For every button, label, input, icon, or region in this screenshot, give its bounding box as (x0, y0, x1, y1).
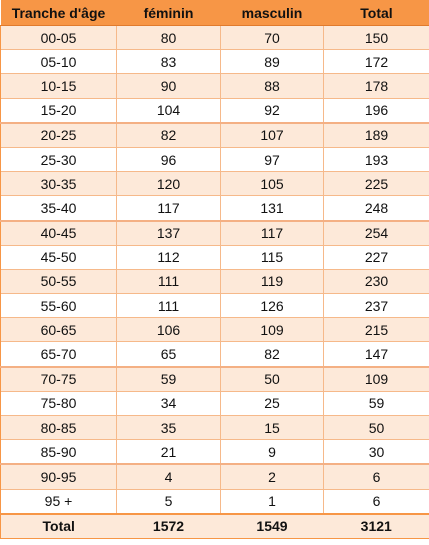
cell-total: 196 (324, 98, 429, 123)
cell-male: 92 (221, 98, 324, 123)
cell-female: 90 (117, 74, 221, 98)
cell-age-range: 95 + (1, 489, 117, 514)
table-body (1, 26, 429, 514)
cell-age-range: 40-45 (1, 221, 117, 246)
cell-total: 237 (324, 294, 429, 318)
total-label: Total (1, 514, 117, 539)
table-row (1, 221, 429, 246)
cell-male: 70 (221, 26, 324, 50)
cell-female: 5 (117, 489, 221, 514)
cell-age-range: 25-30 (1, 147, 117, 171)
cell-age-range: 20-25 (1, 123, 117, 148)
cell-female: 83 (117, 50, 221, 74)
cell-female: 117 (117, 196, 221, 221)
cell-age-range: 00-05 (1, 26, 117, 50)
cell-female: 111 (117, 294, 221, 318)
cell-total: 230 (324, 269, 429, 293)
cell-female: 106 (117, 318, 221, 342)
table-row (1, 269, 429, 293)
cell-age-range: 85-90 (1, 440, 117, 465)
cell-total: 178 (324, 74, 429, 98)
cell-age-range: 05-10 (1, 50, 117, 74)
cell-male: 88 (221, 74, 324, 98)
cell-total: 225 (324, 172, 429, 196)
total-all: 3121 (324, 514, 429, 539)
table-row (1, 342, 429, 367)
table-row (1, 196, 429, 221)
cell-female: 35 (117, 416, 221, 440)
cell-age-range: 45-50 (1, 245, 117, 269)
cell-female: 80 (117, 26, 221, 50)
header-female: féminin (117, 0, 221, 26)
table-row (1, 245, 429, 269)
cell-male: 9 (221, 440, 324, 465)
cell-male: 126 (221, 294, 324, 318)
header-male: masculin (221, 0, 324, 26)
cell-male: 82 (221, 342, 324, 367)
cell-total: 215 (324, 318, 429, 342)
cell-male: 119 (221, 269, 324, 293)
cell-total: 150 (324, 26, 429, 50)
cell-female: 96 (117, 147, 221, 171)
table-row (1, 172, 429, 196)
cell-male: 2 (221, 464, 324, 489)
cell-male: 117 (221, 221, 324, 246)
cell-female: 34 (117, 391, 221, 415)
cell-male: 115 (221, 245, 324, 269)
cell-age-range: 15-20 (1, 98, 117, 123)
cell-total: 254 (324, 221, 429, 246)
cell-age-range: 90-95 (1, 464, 117, 489)
cell-total: 147 (324, 342, 429, 367)
cell-age-range: 30-35 (1, 172, 117, 196)
cell-age-range: 80-85 (1, 416, 117, 440)
header-age-range: Tranche d'âge (1, 0, 117, 26)
cell-age-range: 60-65 (1, 318, 117, 342)
cell-female: 137 (117, 221, 221, 246)
cell-total: 30 (324, 440, 429, 465)
cell-male: 131 (221, 196, 324, 221)
table-row (1, 440, 429, 465)
cell-total: 6 (324, 464, 429, 489)
table-row (1, 416, 429, 440)
cell-total: 189 (324, 123, 429, 148)
cell-male: 50 (221, 367, 324, 392)
cell-age-range: 10-15 (1, 74, 117, 98)
cell-total: 227 (324, 245, 429, 269)
table-row (1, 489, 429, 514)
table-row (1, 367, 429, 392)
table-row (1, 464, 429, 489)
cell-total: 59 (324, 391, 429, 415)
total-row (1, 514, 429, 539)
cell-female: 59 (117, 367, 221, 392)
cell-male: 89 (221, 50, 324, 74)
cell-total: 193 (324, 147, 429, 171)
table-row (1, 147, 429, 171)
table-row (1, 123, 429, 148)
cell-female: 82 (117, 123, 221, 148)
cell-female: 104 (117, 98, 221, 123)
cell-male: 107 (221, 123, 324, 148)
cell-age-range: 75-80 (1, 391, 117, 415)
cell-age-range: 70-75 (1, 367, 117, 392)
table-row (1, 26, 429, 50)
cell-age-range: 55-60 (1, 294, 117, 318)
cell-female: 21 (117, 440, 221, 465)
table-row (1, 294, 429, 318)
cell-female: 111 (117, 269, 221, 293)
cell-total: 248 (324, 196, 429, 221)
header-row (1, 0, 429, 26)
cell-male: 15 (221, 416, 324, 440)
table-row (1, 74, 429, 98)
cell-female: 4 (117, 464, 221, 489)
table-row (1, 50, 429, 74)
total-male: 1549 (221, 514, 324, 539)
cell-female: 120 (117, 172, 221, 196)
cell-female: 65 (117, 342, 221, 367)
table-row (1, 318, 429, 342)
cell-age-range: 50-55 (1, 269, 117, 293)
total-female: 1572 (117, 514, 221, 539)
cell-male: 1 (221, 489, 324, 514)
cell-total: 50 (324, 416, 429, 440)
cell-total: 172 (324, 50, 429, 74)
cell-male: 105 (221, 172, 324, 196)
cell-female: 112 (117, 245, 221, 269)
table-row (1, 98, 429, 123)
cell-age-range: 65-70 (1, 342, 117, 367)
cell-age-range: 35-40 (1, 196, 117, 221)
cell-male: 97 (221, 147, 324, 171)
cell-total: 109 (324, 367, 429, 392)
cell-male: 109 (221, 318, 324, 342)
table-row (1, 391, 429, 415)
cell-male: 25 (221, 391, 324, 415)
cell-total: 6 (324, 489, 429, 514)
header-total: Total (324, 0, 429, 26)
